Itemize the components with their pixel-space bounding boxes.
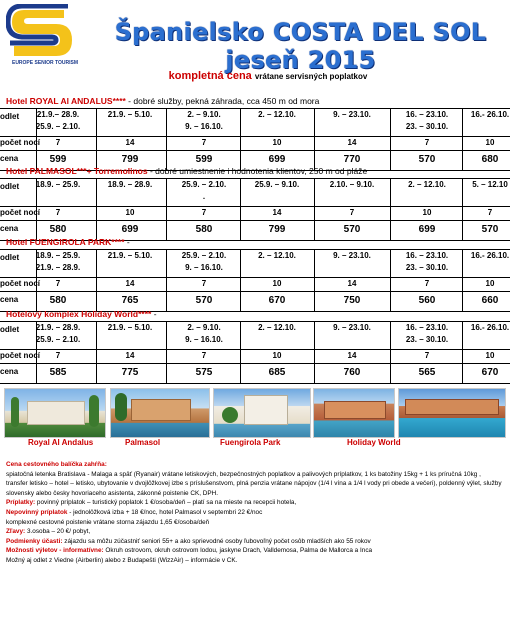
departure-date: 21.9. – 5.10. xyxy=(107,110,153,119)
hotel-description: - dobré umiestnenie i hodnotenia klientov, 250 m od pláže xyxy=(147,166,368,176)
optional-surcharge-text: - jednolôžková izba + 18 €/noc, hotel Palmasol v septembri 22 €/noc xyxy=(67,508,263,516)
included-heading: Cena cestovného balíčka zahŕňa: xyxy=(6,461,107,468)
europe-senior-tourism-logo xyxy=(6,4,78,64)
price-value: 765 xyxy=(121,295,139,306)
nights-count: 7 xyxy=(201,138,207,147)
nights-count: 7 xyxy=(201,351,207,360)
price-value: 799 xyxy=(121,154,139,165)
hotel-header xyxy=(6,237,506,247)
price-value: 699 xyxy=(418,224,436,235)
price-label: cena xyxy=(0,224,19,233)
nights-count: 7 xyxy=(487,208,493,217)
departure-date-alt: . xyxy=(202,192,206,201)
price-label: cena xyxy=(0,295,19,304)
departure-date: 25.9. – 2.10. xyxy=(181,251,227,260)
price-value: 599 xyxy=(195,154,213,165)
hotel-header xyxy=(6,96,506,106)
departure-date: 16. – 23.10. xyxy=(405,251,449,260)
price-value: 585 xyxy=(49,367,67,378)
trips-text: Okruh ostrovom, okruh ostrovom lodou, jaskyne Drach, Valldemosa, Palma de Mallorca a Inca xyxy=(103,547,373,555)
departure-date-alt: 23. – 30.10. xyxy=(405,335,449,344)
price-value: 580 xyxy=(49,224,67,235)
surcharges-heading: Príplatky: xyxy=(6,499,36,507)
departure-date-alt: 9. – 16.10. xyxy=(185,122,223,131)
departure-date: 16. – 23.10. xyxy=(405,110,449,119)
discounts-heading: Zľavy: xyxy=(6,528,26,536)
table-divider xyxy=(166,321,167,383)
departure-date: 2.10. – 9.10. xyxy=(329,180,375,189)
nights-count: 14 xyxy=(125,351,135,360)
departure-date: 25.9. – 2.10. xyxy=(181,180,227,189)
nights-count: 7 xyxy=(55,138,61,147)
nights-count: 10 xyxy=(125,208,135,217)
departure-date: 2. – 12.10. xyxy=(408,180,446,189)
table-rule xyxy=(0,220,510,221)
nights-count: 7 xyxy=(55,351,61,360)
nights-label: počet nocí xyxy=(0,351,41,360)
optional-surcharge-heading: Nepovinný príplatok xyxy=(6,508,68,516)
table-rule xyxy=(0,291,510,292)
nights-count: 7 xyxy=(424,138,430,147)
nights-count: 7 xyxy=(424,351,430,360)
table-divider xyxy=(314,108,315,170)
table-divider xyxy=(240,249,241,311)
table-divider xyxy=(240,321,241,383)
table-rule xyxy=(0,150,510,151)
nights-count: 10 xyxy=(485,279,495,288)
hotel-header xyxy=(6,309,506,319)
departure-date-alt: 25.9. – 2.10. xyxy=(35,335,81,344)
departure-date: 9. – 23.10. xyxy=(333,323,371,332)
photo-holiday-world-1 xyxy=(313,388,395,438)
departure-label: odlet xyxy=(0,112,20,121)
nights-count: 7 xyxy=(55,279,61,288)
price-value: 599 xyxy=(49,154,67,165)
price-value: 699 xyxy=(268,154,286,165)
nights-count: 14 xyxy=(272,208,282,217)
nights-count: 7 xyxy=(55,208,61,217)
table-rule xyxy=(0,136,510,137)
subtitle-main: kompletná cena xyxy=(168,70,252,82)
departure-date: 16.- 26.10. xyxy=(470,323,510,332)
departure-date: 18.9. – 25.9. xyxy=(35,180,81,189)
surcharges-text: povinný príplatok – turistický poplatok 1 €/osoba/deň – platí sa na mieste na recepcii hotela, xyxy=(35,499,297,507)
page-title: Španielsko COSTA DEL SOL jeseň 2015 xyxy=(114,18,487,74)
table-rule xyxy=(0,321,510,322)
table-divider xyxy=(390,321,391,383)
price-value: 570 xyxy=(195,295,213,306)
price-value: 570 xyxy=(481,224,499,235)
table-divider xyxy=(390,108,391,170)
photo-holiday-world-2 xyxy=(398,388,506,438)
photo-fuengirola-park xyxy=(213,388,311,438)
hotel-description: - dobré služby, pekná záhrada, cca 450 m od mora xyxy=(125,96,320,106)
nights-count: 7 xyxy=(424,279,430,288)
included-text: spiatočná letenka Bratislava - Malaga a späť (Ryanair) vrátane letiskových, bezpečnostných poplatkov a palivových príplatkov, 1 ks batožiny 15kg + 1 ks príručná 10kg , transfer letisko – hotel – letisko, ubytovanie v dvojlôžkovej izbe s príslušenstvom, plná penzia vrátane nápojov (1/4 l vína a 1/4 l vody pri obede a večeri), poldenný výlet, služby slovensky alebo česky hovoriaceho asistenta, zákonné poistenie CK, DPH. xyxy=(6,470,502,497)
departure-date: 2. – 9.10. xyxy=(187,110,221,119)
departure-label: odlet xyxy=(0,182,20,191)
table-divider xyxy=(240,108,241,170)
nights-count: 14 xyxy=(125,138,135,147)
nights-label: počet nocí xyxy=(0,279,41,288)
nights-count: 14 xyxy=(347,138,357,147)
price-value: 775 xyxy=(121,367,139,378)
table-rule xyxy=(0,249,510,250)
nights-count: 7 xyxy=(201,208,207,217)
price-value: 799 xyxy=(268,224,286,235)
caption-holiday-world: Holiday World xyxy=(347,438,401,447)
price-value: 575 xyxy=(195,367,213,378)
price-value: 565 xyxy=(418,367,436,378)
price-value: 685 xyxy=(268,367,286,378)
hotel-header xyxy=(6,166,506,176)
caption-palmasol: Palmasol xyxy=(125,438,161,447)
departure-date-alt: 23. – 30.10. xyxy=(405,122,449,131)
nights-count: 7 xyxy=(349,208,355,217)
departure-date: 21.9. – 5.10. xyxy=(107,251,153,260)
conditions-text: zájazdu sa môžu zúčastniť seniori 55+ a ako sprievodné osoby ľubovoľný počet osôb mladších ako 55 rokov xyxy=(62,537,371,545)
table-divider xyxy=(166,178,167,240)
price-value: 770 xyxy=(343,154,361,165)
logo-caption: EUROPE SENIOR TOURISM xyxy=(11,60,79,66)
departure-date: 21.9.– 28.9. xyxy=(36,110,80,119)
table-divider xyxy=(390,178,391,240)
price-label: cena xyxy=(0,367,19,376)
caption-royal-al-andalus: Royal Al Andalus xyxy=(28,438,94,447)
nights-label: počet nocí xyxy=(0,208,41,217)
photo-palmasol xyxy=(110,388,210,438)
departure-date: 18.9. – 28.9. xyxy=(107,180,153,189)
departure-label: odlet xyxy=(0,253,20,262)
discounts-text: 3.osoba – 20 €/ pobyt, xyxy=(25,528,91,536)
nights-label: počet nocí xyxy=(0,138,41,147)
price-label: cena xyxy=(0,154,19,163)
price-value: 680 xyxy=(481,154,499,165)
price-value: 699 xyxy=(121,224,139,235)
caption-fuengirola-park: Fuengirola Park xyxy=(220,438,281,447)
table-rule xyxy=(0,277,510,278)
departure-date: 2. – 9.10. xyxy=(187,323,221,332)
nights-count: 14 xyxy=(347,279,357,288)
departure-note: Možný aj odlet z Viedne (Airberlin) alebo z Budapešti (WizzAir) – informácie v CK. xyxy=(6,556,238,564)
departure-date-alt: 21.9. – 28.9. xyxy=(35,263,81,272)
price-value: 570 xyxy=(343,224,361,235)
nights-count: 10 xyxy=(272,138,282,147)
conditions-heading: Podmienky účasti: xyxy=(6,537,63,545)
price-value: 580 xyxy=(49,295,67,306)
departure-date: 16.- 26.10. xyxy=(470,110,510,119)
departure-date: 2. – 12.10. xyxy=(258,110,296,119)
package-info xyxy=(6,460,504,566)
departure-date: 9. – 23.10. xyxy=(333,110,371,119)
departure-date-alt: 25.9. – 2.10. xyxy=(35,122,81,131)
table-rule xyxy=(0,383,510,384)
price-value: 560 xyxy=(418,295,436,306)
table-rule xyxy=(0,108,510,109)
nights-count: 10 xyxy=(485,351,495,360)
photo-royal-al-andalus xyxy=(4,388,106,438)
price-value: 670 xyxy=(481,367,499,378)
table-divider xyxy=(166,108,167,170)
price-value: 760 xyxy=(343,367,361,378)
table-rule xyxy=(0,178,510,179)
table-divider xyxy=(166,249,167,311)
departure-date: 25.9. – 9.10. xyxy=(254,180,300,189)
departure-label: odlet xyxy=(0,325,20,334)
nights-count: 10 xyxy=(485,138,495,147)
hotel-name: Hotelový komplex Holiday World**** xyxy=(6,309,152,319)
table-divider xyxy=(314,249,315,311)
nights-count: 10 xyxy=(272,351,282,360)
nights-count: 7 xyxy=(201,279,207,288)
departure-date: 21.9. – 28.9. xyxy=(35,323,81,332)
hotel-name: Hotel PALMASOL***+ Torremolinos xyxy=(6,166,148,176)
departure-date: 16. – 23.10. xyxy=(405,323,449,332)
subtitle-small: vrátane servisných poplatkov xyxy=(254,72,368,81)
price-subtitle xyxy=(118,70,418,82)
price-value: 660 xyxy=(481,295,499,306)
hotel-description: - xyxy=(124,237,130,247)
nights-count: 10 xyxy=(422,208,432,217)
table-rule xyxy=(0,349,510,350)
trips-heading: Možnosti výletov - informatívne: xyxy=(6,547,104,555)
insurance-text: komplexné cestovné poistenie vrátane storna zájazdu 1,65 €/osoba/deň xyxy=(6,518,210,526)
price-value: 750 xyxy=(343,295,361,306)
table-divider xyxy=(240,178,241,240)
nights-count: 14 xyxy=(125,279,135,288)
departure-date: 2. – 12.10. xyxy=(258,323,296,332)
departure-date: 21.9. – 5.10. xyxy=(107,323,153,332)
nights-count: 10 xyxy=(272,279,282,288)
price-value: 570 xyxy=(418,154,436,165)
departure-date: 2. – 12.10. xyxy=(258,251,296,260)
hotel-name: Hotel FUENGIROLA PARK**** xyxy=(6,237,125,247)
departure-date: 9. – 23.10. xyxy=(333,251,371,260)
nights-count: 14 xyxy=(347,351,357,360)
departure-date-alt: 9. – 16.10. xyxy=(185,335,223,344)
price-value: 580 xyxy=(195,224,213,235)
departure-date: 16.- 26.10. xyxy=(470,251,510,260)
departure-date-alt: 9. – 16.10. xyxy=(185,263,223,272)
table-divider xyxy=(390,249,391,311)
departure-date: 18.9. – 25.9. xyxy=(35,251,81,260)
table-divider xyxy=(314,321,315,383)
hotel-description: - xyxy=(151,309,157,319)
departure-date-alt: 23. – 30.10. xyxy=(405,263,449,272)
hotel-name: Hotel ROYAL Al ANDALUS**** xyxy=(6,96,126,106)
price-value: 670 xyxy=(268,295,286,306)
table-rule xyxy=(0,206,510,207)
table-divider xyxy=(314,178,315,240)
departure-date: 5. – 12.10 xyxy=(472,180,508,189)
table-rule xyxy=(0,363,510,364)
